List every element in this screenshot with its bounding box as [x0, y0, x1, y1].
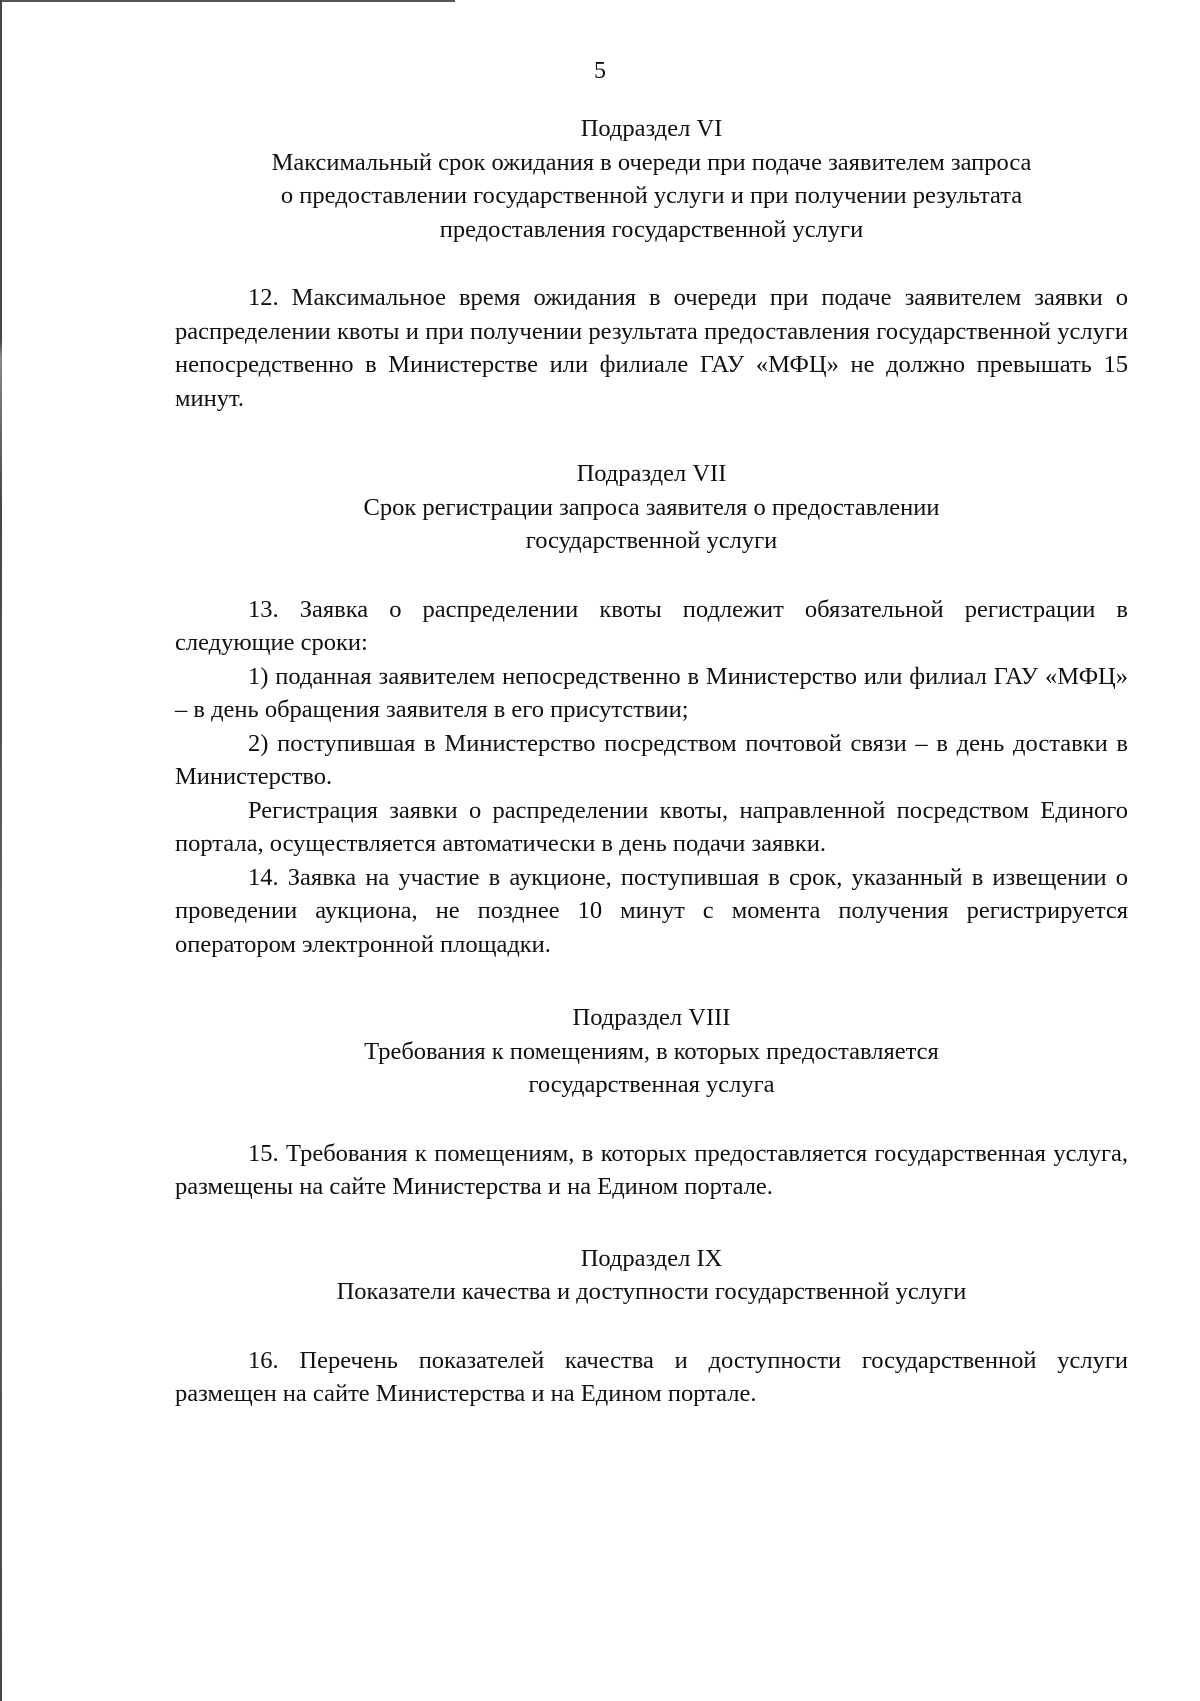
section-title-line: государственная услуга	[528, 1071, 775, 1098]
section-title-line: Показатели качества и доступности государственной услуги	[336, 1278, 967, 1305]
paragraph-13: 13. Заявка о распределении квоты подлежит обязательной регистрации в следующие сроки:	[175, 595, 1128, 656]
paragraph-13-registration: Регистрация заявки о распределении квоты, направленной посредством Единого портала, осуществляется автоматически в день подачи заявки.	[175, 796, 1128, 857]
section-title-line: Требования к помещениям, в которых предоставляется	[364, 1037, 939, 1065]
paragraph-15: 15. Требования к помещениям, в которых предоставляется государственная услуга, размещены на сайте Министерства и на Едином портале.	[175, 1139, 1128, 1200]
paragraph-14: 14. Заявка на участие в аукционе, поступившая в срок, указанный в извещении о проведении аукциона, не позднее 10 минут с момента получения регистрируется оператором электронной площадки.	[175, 863, 1128, 958]
section-heading-viii	[175, 1001, 1128, 1102]
paragraph-12: 12. Максимальное время ожидания в очереди при подаче заявителем заявки о распределении квоты и при получении результата предоставления государственной услуги непосредственно в Министерстве или филиале ГАУ «МФЦ» не должно превышать 15 минут.	[175, 284, 1128, 412]
page-number: 5	[594, 58, 606, 84]
section-label: Подраздел VII	[576, 460, 727, 487]
section-heading-ix	[175, 1242, 1128, 1309]
section-heading-vi	[175, 112, 1128, 246]
document-body	[175, 112, 1128, 1411]
section-label: Подраздел VIII	[572, 1004, 731, 1031]
scan-edge-top	[0, 0, 455, 2]
section-title-line: Срок регистрации запроса заявителя о предоставлении	[363, 493, 940, 521]
paragraph-13-item-2: 2) поступившая в Министерство посредством почтовой связи – в день доставки в Министерство.	[175, 729, 1128, 790]
paragraph-13-item-1: 1) поданная заявителем непосредственно в Министерство или филиал ГАУ «МФЦ» – в день обращения заявителя в его присутствии;	[175, 662, 1128, 723]
section-label: Подраздел IX	[580, 1244, 723, 1272]
paragraph-16: 16. Перечень показателей качества и доступности государственной услуги размещен на сайте Министерства и на Едином портале.	[175, 1346, 1128, 1407]
section-title-line: предоставления государственной услуги	[439, 215, 864, 243]
section-heading-vii	[175, 457, 1128, 558]
section-title-line: о предоставлении государственной услуги и при получении результата	[280, 182, 1023, 209]
section-title-line: государственной услуги	[525, 527, 778, 554]
section-label: Подраздел VI	[580, 115, 723, 142]
section-title-line: Максимальный срок ожидания в очереди при подаче заявителем запроса	[271, 148, 1032, 176]
scan-edge-left	[0, 0, 2, 1701]
